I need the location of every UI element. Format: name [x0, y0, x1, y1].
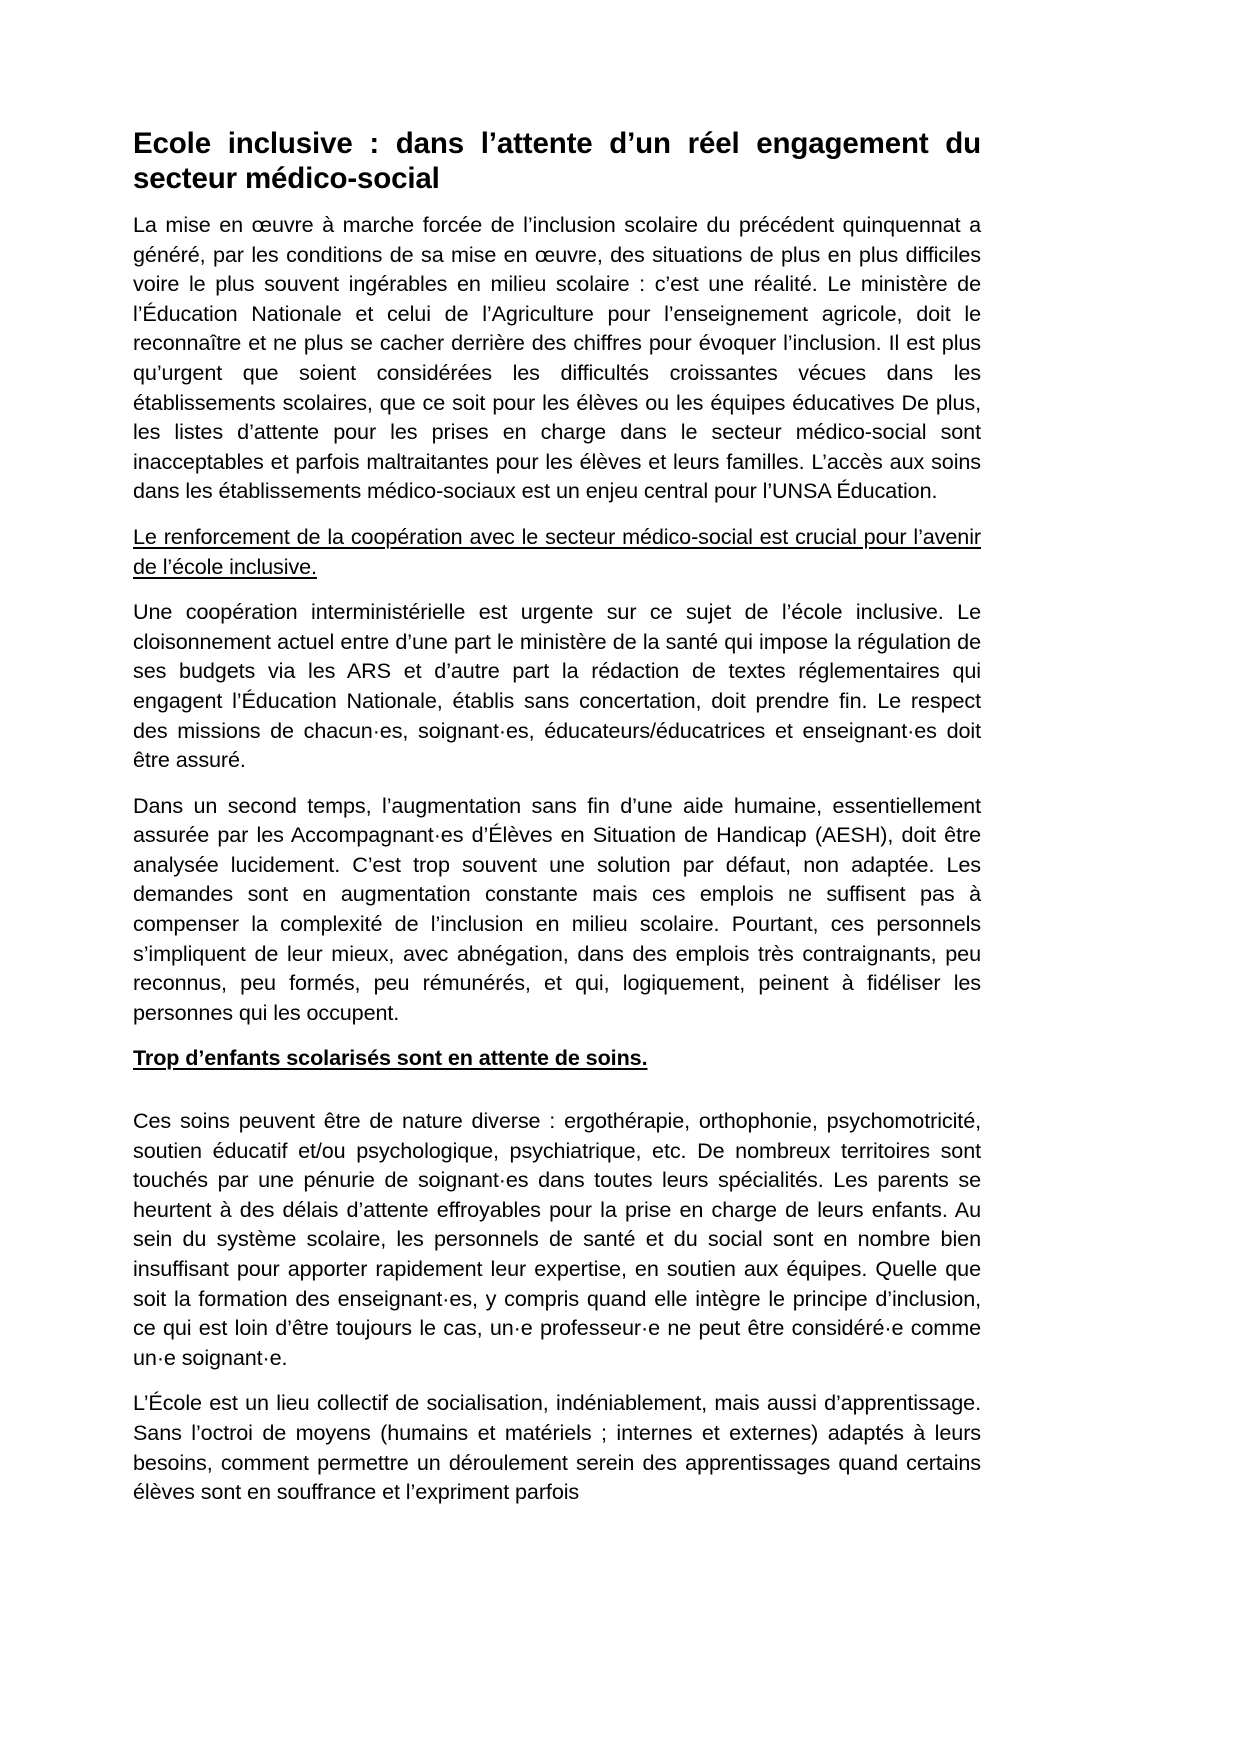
page-title-line-1: Ecole inclusive : dans l’attente d’un réel engagement du [133, 127, 981, 160]
subheading-cooperation: Le renforcement de la coopération avec le secteur médico-social est crucial pour l’avenir de l’école inclusive. [133, 523, 981, 579]
page-title [133, 126, 981, 196]
paragraph-cooperation: Une coopération interministérielle est urgente sur ce sujet de l’école inclusive. Le cloisonnement actuel entre d’une part le ministère de la santé qui impose la régulation de ses budgets via les ARS et d’autre part la rédaction de textes réglementaires qui engagent l’Éducation Nationale, établis sans concertation, doit prendre fin. Le respect des missions de chacun·es, soignant·es, éducateurs/éducatrices et enseignant·es doit être assuré. [133, 599, 981, 773]
subheading-soins-wrapper [133, 1043, 981, 1089]
document-body [133, 126, 981, 1507]
subheading-soins: Trop d’enfants scolarisés sont en attente de soins. [133, 1045, 648, 1071]
paragraph-soins: Ces soins peuvent être de nature diverse : ergothérapie, orthophonie, psychomotricité, soutien éducatif et/ou psychologique, psychiatrique, etc. De nombreux territoires sont touchés par une pénurie de soignant·es dans toutes leurs spécialités. Les parents se heurtent à des délais d’attente effroyables pour la prise en charge de leurs enfants. Au sein du système scolaire, les personnels de santé et du social sont en nombre bien insuffisant pour apporter rapidement leur expertise, en soutien aux équipes. Quelle que soit la formation des enseignant·es, y compris quand elle intègre le principe d’inclusion, ce qui est loin d’être toujours le cas, un·e professeur·e ne peut être considéré·e comme un·e soignant·e. [133, 1108, 981, 1370]
paragraph-intro: La mise en œuvre à marche forcée de l’inclusion scolaire du précédent quinquennat a généré, par les conditions de sa mise en œuvre, des situations de plus en plus difficiles voire le plus souvent ingérables en milieu scolaire : c’est une réalité. Le ministère de l’Éducation Nationale et celui de l’Agriculture pour l’enseignement agricole, doit le reconnaître et ne plus se cacher derrière des chiffres pour évoquer l’inclusion. Il est plus qu’urgent que soient considérées les difficultés croissantes vécues dans les établissements scolaires, que ce soit pour les élèves ou les équipes éducatives De plus, les listes d’attente pour les prises en charge dans le secteur médico-social sont inacceptables et parfois maltraitantes pour les élèves et leurs familles. L’accès aux soins dans les établissements médico-sociaux est un enjeu central pour l’UNSA Éducation. [133, 212, 981, 504]
paragraph-ecole: L’École est un lieu collectif de socialisation, indéniablement, mais aussi d’apprentissage. Sans l’octroi de moyens (humains et matériels ; internes et externes) adaptés à leurs besoins, comment permettre un déroulement serein des apprentissages quand certains élèves sont en souffrance et l’expriment parfois [133, 1390, 981, 1505]
page-title-line-2: secteur médico-social [133, 162, 440, 195]
paragraph-aesh: Dans un second temps, l’augmentation sans fin d’une aide humaine, essentiellement assurée par les Accompagnant·es d’Élèves en Situation de Handicap (AESH), doit être analysée lucidement. C’est trop souvent une solution par défaut, non adaptée. Les demandes sont en augmentation constante mais ces emplois ne suffisent pas à compenser la complexité de l’inclusion en milieu scolaire. Pourtant, ces personnels s’impliquent de leur mieux, avec abnégation, dans des emplois très contraignants, peu reconnus, peu formés, peu rémunérés, et qui, logiquement, peinent à fidéliser les personnes qui les occupent. [133, 792, 981, 1025]
